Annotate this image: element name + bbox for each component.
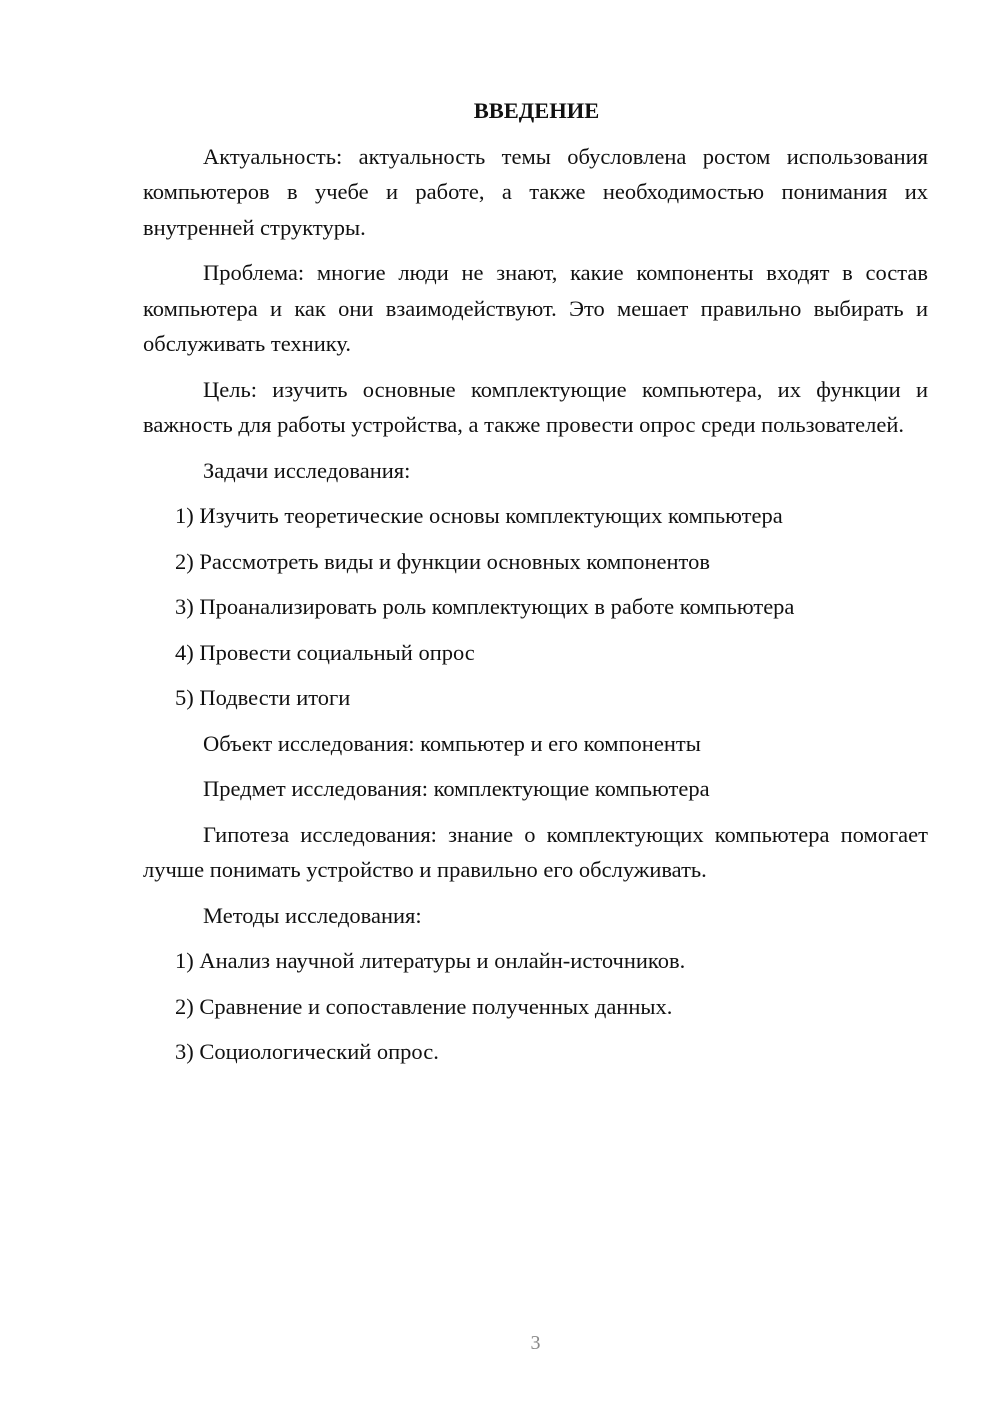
list-item: 4) Провести социальный опрос	[175, 639, 475, 665]
goal-paragraph: Цель: изучить основные комплектующие компьютера, их функции и важность для работы устройства, а также провести опрос среди пользователей.	[143, 376, 928, 437]
list-item: 5) Подвести итоги	[175, 685, 351, 710]
problem-paragraph: Проблема: многие люди не знают, какие компоненты входят в состав компьютера и как они взаимодействуют. Это мешает правильно выбирать и обслуживать технику.	[143, 260, 928, 356]
page-number: 3	[530, 1332, 541, 1354]
hypothesis-paragraph: Гипотеза исследования: знание о комплектующих компьютера помогает лучше понимать устройство и правильно его обслуживать.	[143, 821, 928, 882]
relevance-paragraph: Актуальность: актуальность темы обусловлена ростом использования компьютеров в учебе и работе, а также необходимостью понимания их внутренней структуры.	[143, 143, 928, 240]
section-title: ВВЕДЕНИЕ	[473, 98, 600, 123]
list-item: 2) Сравнение и сопоставление полученных данных.	[175, 993, 673, 1019]
tasks-list	[143, 498, 928, 716]
list-item: 3) Проанализировать роль комплектующих в работе компьютера	[175, 594, 795, 619]
object-line: Объект исследования: компьютер и его компоненты	[203, 730, 701, 756]
page-content	[143, 93, 928, 1080]
methods-list	[143, 943, 928, 1070]
list-item: 1) Изучить теоретические основы комплектующих компьютера	[175, 503, 783, 528]
list-item: 3) Социологический опрос.	[175, 1039, 439, 1064]
tasks-heading: Задачи исследования:	[203, 457, 411, 483]
methods-heading: Методы исследования:	[203, 902, 422, 928]
list-item: 1) Анализ научной литературы и онлайн-источников.	[175, 948, 686, 973]
list-item: 2) Рассмотреть виды и функции основных компонентов	[175, 548, 710, 574]
subject-line: Предмет исследования: комплектующие компьютера	[203, 776, 710, 801]
